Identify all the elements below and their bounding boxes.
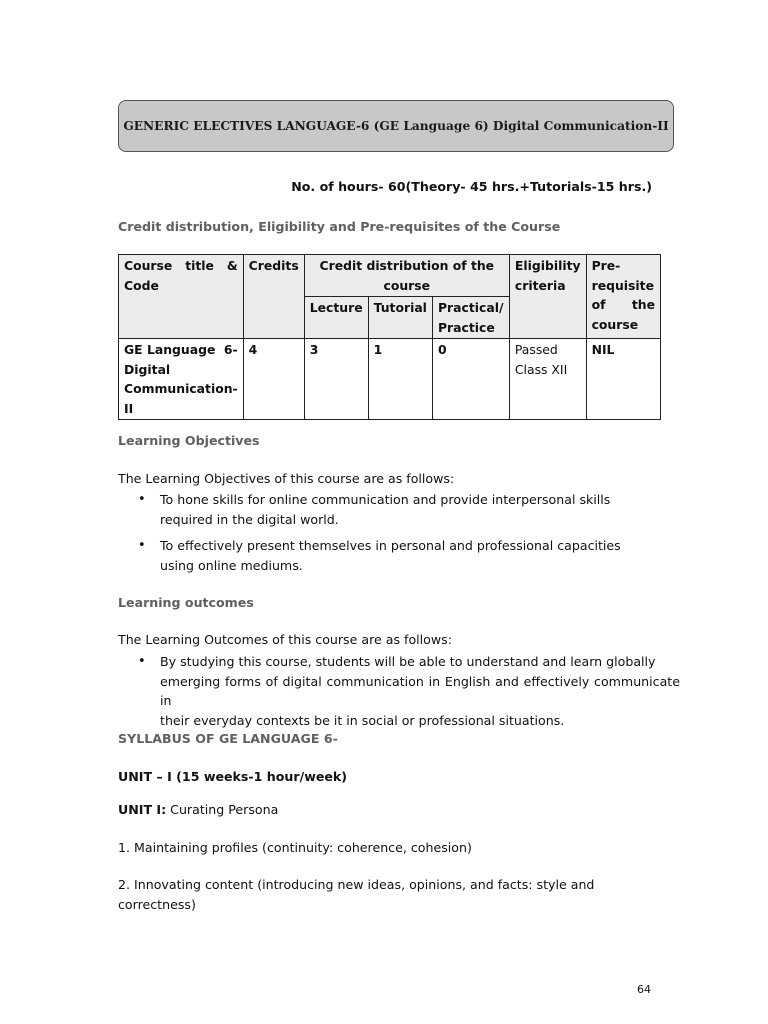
unit-header: UNIT – I (15 weeks-1 hour/week) xyxy=(118,769,348,784)
syllabus-point-2-cont: correctness) xyxy=(118,897,196,912)
learning-outcomes-heading: Learning outcomes xyxy=(118,595,254,610)
unit-title: Curating Persona xyxy=(166,802,279,817)
table-header-row xyxy=(119,255,661,297)
hours-info: No. of hours- 60(Theory- 45 hrs.+Tutorials-15 hrs.) xyxy=(291,179,652,194)
cell-prerequisite: NIL xyxy=(586,339,660,420)
syllabus-point-1: 1. Maintaining profiles (continuity: coherence, cohesion) xyxy=(118,840,472,855)
credit-distribution-table xyxy=(118,254,661,420)
credit-distribution-heading: Credit distribution, Eligibility and Pre-requisites of the Course xyxy=(118,219,561,234)
list-item: • To hone skills for online communication and provide interpersonal skills required in the digital world. xyxy=(136,490,621,529)
outcomes-intro: The Learning Outcomes of this course are as follows: xyxy=(118,632,452,647)
page-number: 64 xyxy=(637,983,651,996)
objectives-intro: The Learning Objectives of this course are as follows: xyxy=(118,471,455,486)
cell-lecture: 3 xyxy=(304,339,368,420)
syllabus-point-2: 2. Innovating content (introducing new ideas, opinions, and facts: style and xyxy=(118,877,595,892)
cell-tutorial: 1 xyxy=(368,339,432,420)
objectives-list xyxy=(136,490,621,575)
cell-credits: 4 xyxy=(243,339,304,420)
outcomes-list xyxy=(136,652,680,730)
unit-title-line xyxy=(118,802,278,817)
header-practical: Practical/ Practice xyxy=(432,297,509,339)
table-row xyxy=(119,339,661,420)
list-item: • To effectively present themselves in personal and professional capacities using online mediums. xyxy=(136,536,621,575)
cell-course-code: GE Language 6- Digital Communication- II xyxy=(119,339,244,420)
unit-label: UNIT I: xyxy=(118,802,167,817)
header-lecture: Lecture xyxy=(304,297,368,339)
cell-eligibility: Passed Class XII xyxy=(509,339,586,420)
header-credits: Credits xyxy=(243,255,304,339)
header-eligibility: Eligibility criteria xyxy=(509,255,586,339)
course-title-banner xyxy=(118,100,674,152)
header-tutorial: Tutorial xyxy=(368,297,432,339)
list-item: • By studying this course, students will be able to understand and learn globally emerging forms of digital communication in English and effectively communicate in their everyday contexts be it in social or professional situations. xyxy=(136,652,680,730)
learning-objectives-heading: Learning Objectives xyxy=(118,433,260,448)
header-credit-distribution: Credit distribution of the course xyxy=(304,255,509,297)
header-prerequisite: Pre- requisite of the course xyxy=(586,255,660,339)
course-title: GENERIC ELECTIVES LANGUAGE-6 (GE Language 6) Digital Communication-II xyxy=(123,119,669,133)
syllabus-heading: SYLLABUS OF GE LANGUAGE 6- xyxy=(118,731,338,746)
header-course-title: Course title & Code xyxy=(119,255,244,339)
cell-practical: 0 xyxy=(432,339,509,420)
